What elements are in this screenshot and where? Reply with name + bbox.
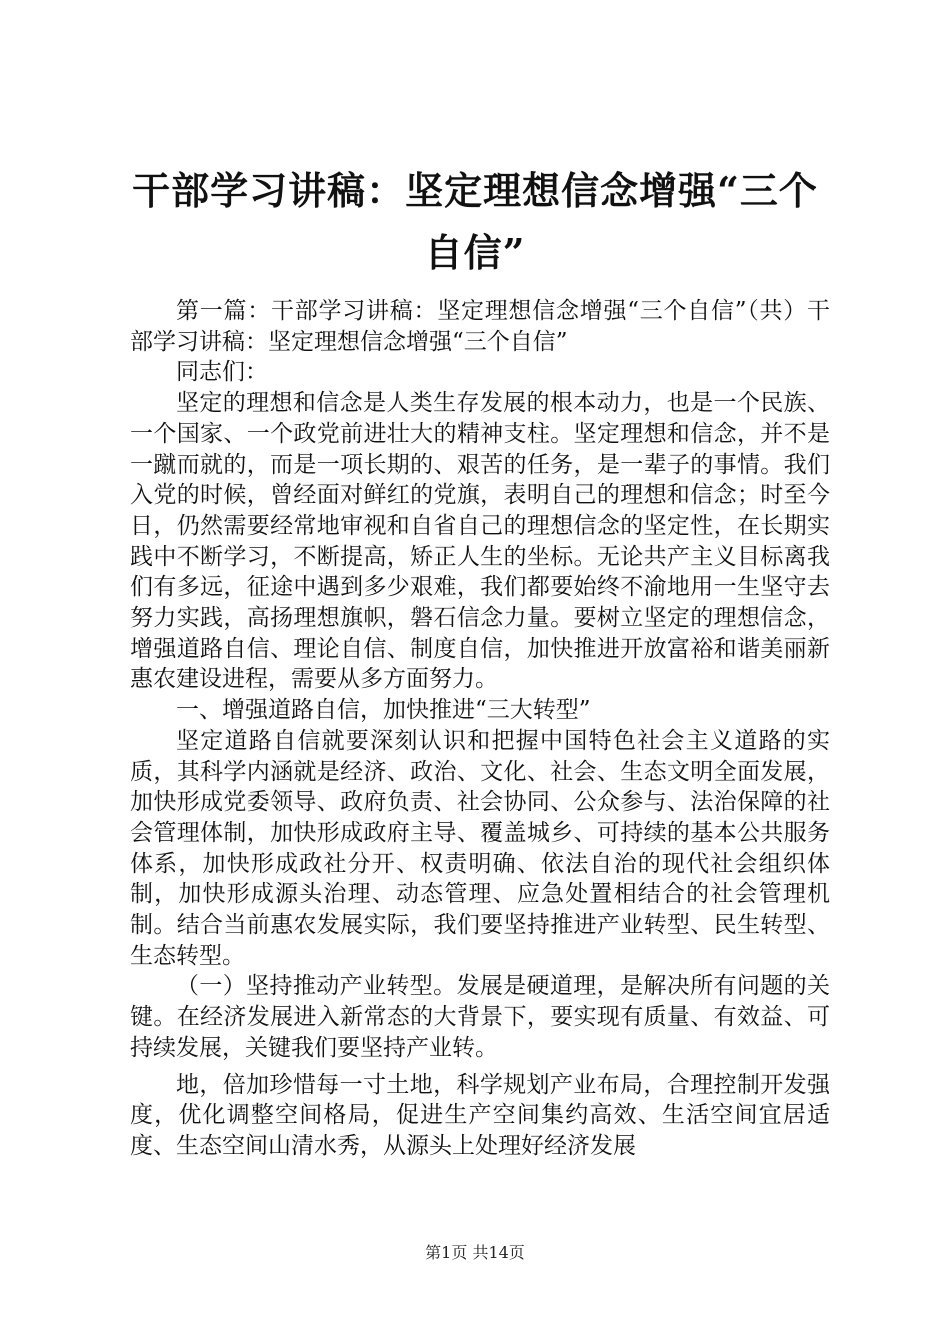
paragraph-salutation: 同志们： bbox=[176, 359, 268, 386]
document-title: 干部学习讲稿：坚定理想信念增强“三个自信” bbox=[132, 168, 818, 275]
paragraph-body-2: 坚定道路自信就要深刻认识和把握中国特色社会主义道路的实质，其科学内涵就是经济、政治、文化、社会、生态文明全面发展，加快形成党委领导、政府负责、社会协同、公众参与、法治保障的社会管理体制，加快形成政府主导、覆盖城乡、可持续的基本公共服务体系，加快形成政社分开、权责明确、依法自治的现代社会组织体制，加快形成源头治理、动态管理、应急处置相结合的社会管理机制。结合当前惠农发展实际，我们要坚持推进产业转型、民生转型、生态转型。 bbox=[130, 727, 830, 969]
paragraph-body-3: 地，倍加珍惜每一寸土地，科学规划产业布局，合理控制开发强度，优化调整空间格局，促进生产空间集约高效、生活空间宜居适度、生态空间山清水秀，从源头上处理好经济发展 bbox=[130, 1071, 830, 1159]
subsection-heading-1: （一）坚持推动产业转型。发展是硬道理，是解决所有问题的关键。在经济发展进入新常态的大背景下，要实现有质量、有效益、可持续发展，关键我们要坚持产业转。 bbox=[130, 973, 830, 1061]
page-footer: 第1页 共14页 bbox=[425, 1243, 525, 1262]
document-body bbox=[130, 296, 830, 1162]
paragraph-intro: 第一篇：干部学习讲稿：坚定理想信念增强“三个自信”（共）干部学习讲稿：坚定理想信念增强“三个自信” bbox=[130, 298, 830, 355]
paragraph-body-1: 坚定的理想和信念是人类生存发展的根本动力，也是一个民族、一个国家、一个政党前进壮大的精神支柱。坚定理想和信念，并不是一蹴而就的，而是一项长期的、艰苦的任务，是一辈子的事情。我们入党的时候，曾经面对鲜红的党旗，表明自己的理想和信念；时至今日，仍然需要经常地审视和自省自己的理想信念的坚定性，在长期实践中不断学习，不断提高，矫正人生的坐标。无论共产主义目标离我们有多远，征途中遇到多少艰难，我们都要始终不渝地用一生坚守去努力实践，高扬理想旗帜，磐石信念力量。要树立坚定的理想信念，增强道路自信、理论自信、制度自信，加快推进开放富裕和谐美丽新惠农建设进程，需要从多方面努力。 bbox=[130, 390, 830, 693]
section-heading-1: 一、增强道路自信，加快推进“三大转型” bbox=[176, 697, 591, 724]
